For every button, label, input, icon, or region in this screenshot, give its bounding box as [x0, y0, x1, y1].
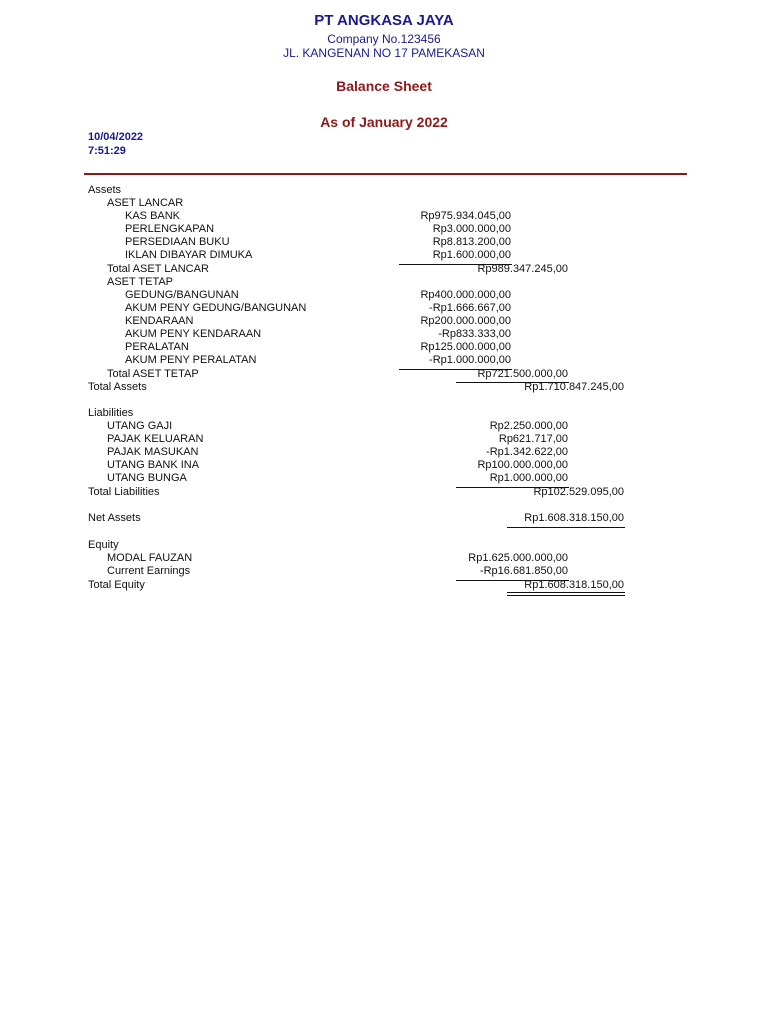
grand-total-double-rule [507, 592, 625, 596]
line-item-label: UTANG GAJI [107, 420, 173, 432]
liabilities-heading-row [0, 407, 768, 420]
line-item-amount: Rp200.000.000,00 [420, 315, 511, 327]
line-item-label: GEDUNG/BANGUNAN [125, 289, 239, 301]
line-item-row [0, 472, 768, 485]
line-item-amount: Rp100.000.000,00 [477, 459, 568, 471]
company-number: Company No.123456 [327, 32, 441, 46]
net-assets-rule [507, 527, 625, 528]
line-item-amount: -Rp833.333,00 [438, 328, 511, 340]
subtotal-row [0, 368, 768, 381]
net-assets-label: Net Assets [88, 512, 141, 524]
section-heading: Liabilities [88, 407, 134, 419]
section-heading: Equity [88, 539, 119, 551]
line-item-row [0, 302, 768, 315]
total-row [0, 579, 768, 592]
line-item-row [0, 328, 768, 341]
line-item-label: IKLAN DIBAYAR DIMUKA [125, 249, 253, 261]
line-item-amount: Rp621.717,00 [498, 433, 568, 445]
line-item-amount: -Rp1.342.622,00 [486, 446, 568, 458]
line-item-amount: Rp975.934.045,00 [420, 210, 511, 222]
line-item-amount: Rp2.250.000,00 [489, 420, 568, 432]
total-label: Total Equity [88, 579, 145, 591]
subtotal-amount: Rp989.347.245,00 [477, 263, 568, 275]
equity-heading-row [0, 539, 768, 552]
line-item-row [0, 446, 768, 459]
line-item-row [0, 354, 768, 367]
line-item-row [0, 459, 768, 472]
line-item-row [0, 236, 768, 249]
line-item-amount: -Rp1.000.000,00 [429, 354, 511, 366]
subtotal-amount: Rp721.500.000,00 [477, 368, 568, 380]
line-item-label: PERALATAN [125, 341, 189, 353]
line-item-amount: Rp1.000.000,00 [489, 472, 568, 484]
section-heading: Assets [88, 184, 122, 196]
line-item-amount: -Rp16.681.850,00 [479, 565, 568, 577]
line-item-label: PAJAK MASUKAN [107, 446, 199, 458]
line-item-amount: Rp3.000.000,00 [432, 223, 511, 235]
total-amount: Rp102.529.095,00 [533, 486, 624, 498]
line-item-row [0, 223, 768, 236]
line-item-amount: Rp1.625.000.000,00 [468, 552, 568, 564]
report-period: As of January 2022 [320, 114, 448, 130]
total-label: Total Assets [88, 381, 147, 393]
line-item-label: Current Earnings [107, 565, 191, 577]
total-amount: Rp1.608.318.150,00 [524, 579, 624, 591]
line-item-amount: -Rp1.666.667,00 [429, 302, 511, 314]
line-item-row [0, 433, 768, 446]
line-item-row [0, 565, 768, 578]
subtotal-label: Total ASET LANCAR [107, 263, 209, 275]
line-item-label: PAJAK KELUARAN [107, 433, 204, 445]
group-heading: ASET LANCAR [107, 197, 184, 209]
line-item-row [0, 341, 768, 354]
line-item-label: PERSEDIAAN BUKU [125, 236, 230, 248]
assets-heading-row [0, 184, 768, 197]
line-item-row [0, 249, 768, 262]
line-item-row [0, 552, 768, 565]
total-label: Total Liabilities [88, 486, 160, 498]
total-row [0, 381, 768, 394]
line-item-label: KENDARAAN [125, 315, 194, 327]
line-item-label: UTANG BANK INA [107, 459, 200, 471]
line-item-label: AKUM PENY KENDARAAN [125, 328, 262, 340]
header-divider [84, 173, 687, 175]
group-heading: ASET TETAP [107, 276, 174, 288]
line-item-row [0, 210, 768, 223]
total-row [0, 486, 768, 499]
subtotal-label: Total ASET TETAP [107, 368, 199, 380]
line-item-row [0, 420, 768, 433]
company-name: PT ANGKASA JAYA [314, 12, 454, 29]
line-item-row [0, 315, 768, 328]
print-date: 10/04/2022 [88, 131, 144, 143]
print-time: 7:51:29 [88, 145, 126, 157]
report-title: Balance Sheet [336, 78, 432, 94]
line-item-amount: Rp1.600.000,00 [432, 249, 511, 261]
subtotal-row [0, 263, 768, 276]
aset-tetap-heading-row [0, 276, 768, 289]
line-item-amount: Rp125.000.000,00 [420, 341, 511, 353]
line-item-label: MODAL FAUZAN [107, 552, 193, 564]
line-item-row [0, 289, 768, 302]
line-item-label: KAS BANK [125, 210, 181, 222]
company-address: JL. KANGENAN NO 17 PAMEKASAN [283, 46, 485, 60]
net-assets-row [0, 512, 768, 525]
line-item-amount: Rp400.000.000,00 [420, 289, 511, 301]
line-item-label: AKUM PENY PERALATAN [125, 354, 257, 366]
total-amount: Rp1.710.847.245,00 [524, 381, 624, 393]
aset-lancar-heading-row [0, 197, 768, 210]
line-item-amount: Rp8.813.200,00 [432, 236, 511, 248]
line-item-label: PERLENGKAPAN [125, 223, 215, 235]
line-item-label: UTANG BUNGA [107, 472, 187, 484]
net-assets-amount: Rp1.608.318.150,00 [524, 512, 624, 524]
line-item-label: AKUM PENY GEDUNG/BANGUNAN [125, 302, 307, 314]
